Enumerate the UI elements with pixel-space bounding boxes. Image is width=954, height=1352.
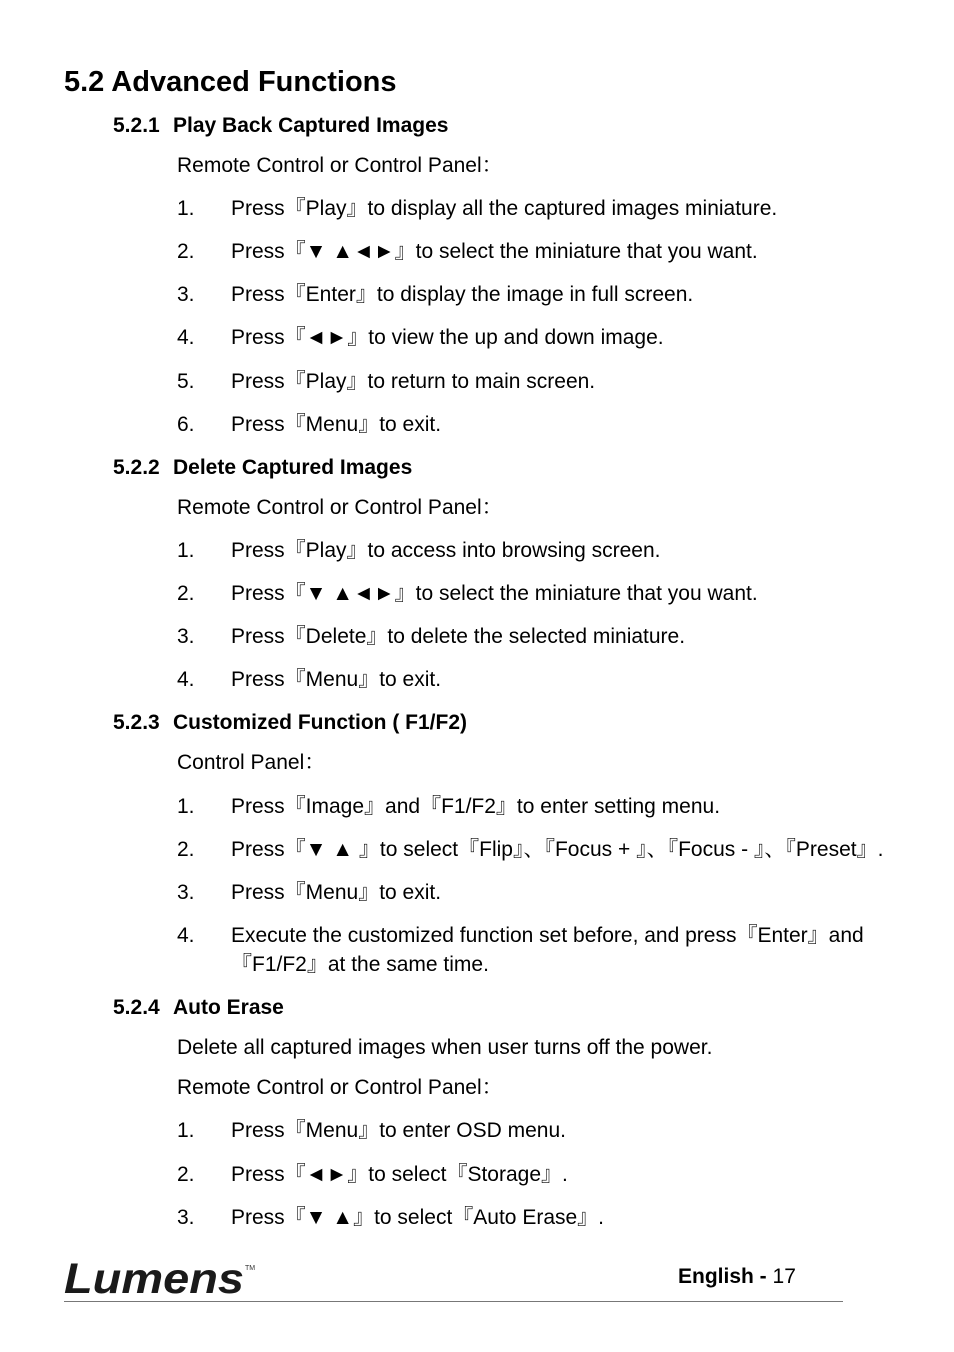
paragraph: Remote Control or Control Panel：	[177, 154, 503, 177]
list-item	[177, 921, 897, 979]
section-title: Auto Erase	[173, 996, 284, 1019]
list-item	[177, 280, 897, 309]
section-number: 5.2.3	[113, 711, 160, 734]
step-text: Press『▼ ▲ 』to select『Flip』、『Focus + 』、『Focus - 』、『Preset』.	[231, 838, 884, 861]
page-reference	[678, 1264, 796, 1290]
step-number: 1.	[177, 795, 195, 818]
section-heading	[113, 113, 448, 139]
step-number: 4.	[177, 326, 195, 349]
step-text: Press『▼ ▲◄►』to select the miniature that you want.	[231, 582, 758, 605]
list-item	[177, 665, 897, 694]
lumens-logo	[64, 1258, 264, 1303]
step-text: Press『▼ ▲』to select『Auto Erase』.	[231, 1206, 605, 1229]
step-text: Press『Menu』to exit.	[231, 413, 442, 436]
page-title: 5.2 Advanced Functions	[64, 66, 397, 98]
footer-divider	[64, 1301, 843, 1302]
step-text: Press『◄►』to view the up and down image.	[231, 326, 664, 349]
step-text: Press『Menu』to enter OSD menu.	[231, 1119, 566, 1142]
step-number: 1.	[177, 197, 195, 220]
list-item	[177, 536, 897, 565]
step-text: Press『Menu』to exit.	[231, 881, 442, 904]
step-number: 3.	[177, 625, 195, 648]
list-item	[177, 410, 897, 439]
step-number: 1.	[177, 1119, 195, 1142]
step-number: 3.	[177, 881, 195, 904]
step-text: Press『Delete』to delete the selected miniature.	[231, 625, 686, 648]
list-item	[177, 1116, 897, 1145]
step-number: 2.	[177, 838, 195, 861]
list-item	[177, 237, 897, 266]
paragraph: Remote Control or Control Panel：	[177, 1076, 503, 1099]
step-number: 2.	[177, 582, 195, 605]
step-number: 1.	[177, 539, 195, 562]
step-text: Press『Play』to display all the captured images miniature.	[231, 197, 778, 220]
list-item	[177, 835, 897, 864]
step-number: 3.	[177, 283, 195, 306]
section-number: 5.2.4	[113, 996, 160, 1019]
list-item	[177, 323, 897, 352]
section-title: Customized Function ( F1/F2)	[173, 711, 467, 734]
logo-wordmark: Lumens	[64, 1258, 244, 1298]
footer-language: English -	[678, 1265, 767, 1288]
list-item	[177, 622, 897, 651]
step-text: Press『Play』to return to main screen.	[231, 370, 596, 393]
paragraph: Control Panel：	[177, 751, 326, 774]
step-text: Press『▼ ▲◄►』to select the miniature that you want.	[231, 240, 758, 263]
step-number: 2.	[177, 1163, 195, 1186]
page-number: 17	[772, 1265, 796, 1288]
section-title: Play Back Captured Images	[173, 114, 449, 137]
section-number: 5.2.1	[113, 114, 160, 137]
paragraph: Delete all captured images when user turns off the power.	[177, 1036, 713, 1059]
list-item	[177, 1203, 897, 1232]
section-heading	[113, 995, 284, 1021]
section-number: 5.2.2	[113, 456, 160, 479]
list-item	[177, 367, 897, 396]
step-number: 6.	[177, 413, 195, 436]
section-heading	[113, 455, 412, 481]
step-number: 2.	[177, 240, 195, 263]
list-item	[177, 194, 897, 223]
step-text: Press『Enter』to display the image in full screen.	[231, 283, 694, 306]
list-item	[177, 1160, 897, 1189]
section-heading	[113, 710, 467, 736]
list-item	[177, 792, 897, 821]
list-item	[177, 878, 897, 907]
trademark-mark: TM	[245, 1265, 256, 1272]
list-item	[177, 579, 897, 608]
step-text: Press『Menu』to exit.	[231, 668, 442, 691]
step-text: Execute the customized function set before, and press『Enter』and『F1/F2』at the same time.	[231, 924, 864, 976]
section-title: Delete Captured Images	[173, 456, 413, 479]
step-text: Press『◄►』to select『Storage』.	[231, 1163, 568, 1186]
step-text: Press『Image』and『F1/F2』to enter setting menu.	[231, 795, 721, 818]
step-number: 5.	[177, 370, 195, 393]
step-number: 4.	[177, 668, 195, 691]
step-text: Press『Play』to access into browsing screen.	[231, 539, 661, 562]
step-number: 3.	[177, 1206, 195, 1229]
paragraph: Remote Control or Control Panel：	[177, 496, 503, 519]
step-number: 4.	[177, 924, 195, 947]
